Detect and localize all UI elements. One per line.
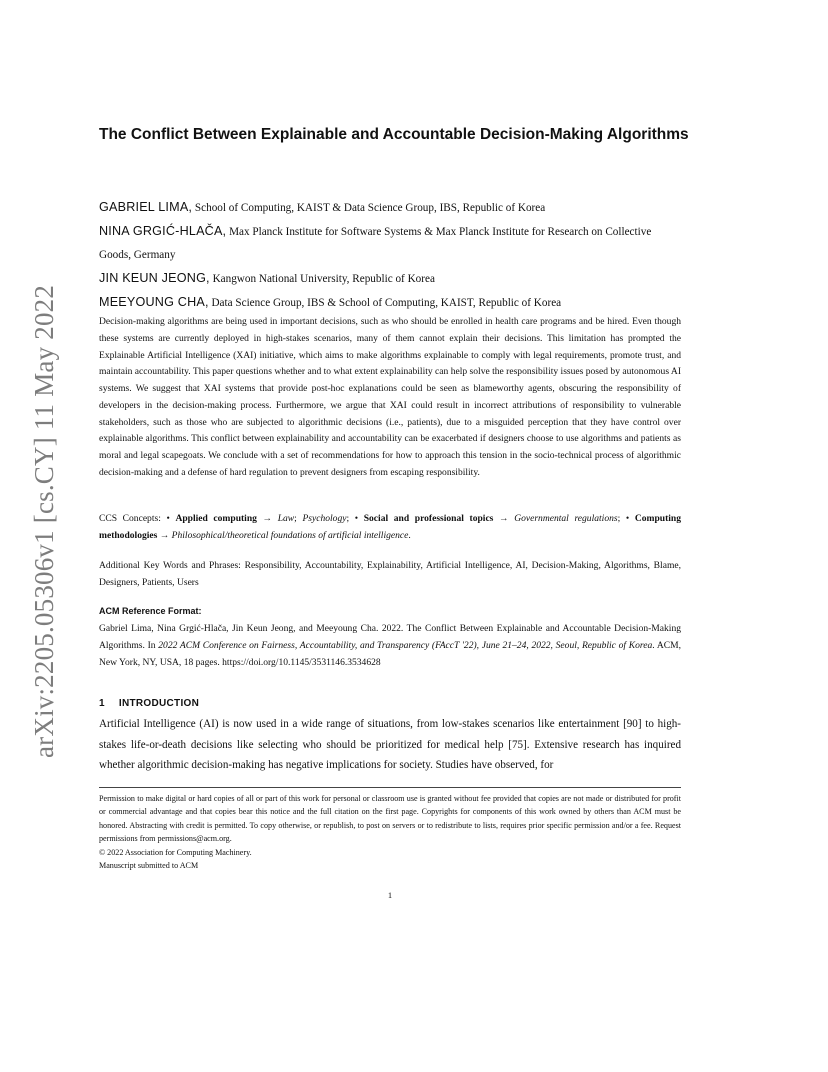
ccs-separator: ; <box>294 513 303 524</box>
section-title: INTRODUCTION <box>118 698 200 709</box>
author-entry <box>99 196 681 220</box>
section-number: 1 <box>99 698 105 709</box>
permission-notice: Permission to make digital or hard copies of all or part of this work for personal or classroom use is granted without fee provided that copies are not made or distributed for profit or commercial advantage and that copies bear this notice and the full citation on the first page. Copyrights for components of this work owned by others than ACM must be honored. Abstracting with credit is permitted. To copy otherwise, or republish, to post on servers or to redistribute to lists, requires prior specific permission and/or a fee. Request permissions from permissions@acm.org. <box>99 794 681 844</box>
author-name: JIN KEUN JEONG, <box>99 271 210 285</box>
ccs-subconcept: Philosophical/theoretical foundations of artificial intelligence <box>171 530 409 541</box>
author-affiliation: Data Science Group, IBS & School of Computing, KAIST, Republic of Korea <box>208 297 562 309</box>
ccs-subconcept: Governmental regulations <box>514 513 618 524</box>
ccs-arrow: → <box>493 513 515 524</box>
acm-reference-heading: ACM Reference Format: <box>99 606 202 616</box>
ccs-end: . <box>408 530 411 541</box>
ccs-arrow: → <box>256 513 278 524</box>
ccs-arrow: → <box>157 530 172 541</box>
arxiv-stamp-text: arXiv:2205.05306v1 [cs.CY] 11 May 2022 <box>29 284 59 758</box>
author-entry <box>99 267 681 291</box>
author-name: GABRIEL LIMA, <box>99 200 193 214</box>
introduction-text: Artificial Intelligence (AI) is now used in a wide range of situations, from low-stakes scenarios like entertainment [90] to high-stakes life-or-death decisions like selecting who should be prioritized for medical help [75]. Extensive research has inquired whether algorithmic decision-making has negative implications for society. Studies have observed, for <box>99 718 681 771</box>
author-list <box>99 196 681 315</box>
paper-title: The Conflict Between Explainable and Accountable Decision-Making Algorithms <box>99 126 689 143</box>
acm-reference-doi: . ACM, New York, NY, USA, 18 pages. https://doi.org/10.1145/3531146.3534628 <box>99 640 681 668</box>
author-affiliation: School of Computing, KAIST & Data Science Group, IBS, Republic of Korea <box>192 202 546 214</box>
copyright-notice: © 2022 Association for Computing Machinery. <box>99 847 252 857</box>
ccs-separator: ; • <box>346 513 364 524</box>
ccs-concepts <box>99 510 681 544</box>
author-affiliation: Max Planck Institute for Software Systems & Max Planck Institute for Research on Collective Goods, Germany <box>99 226 652 261</box>
abstract: Decision-making algorithms are being used in important decisions, such as who should be enrolled in health care programs and be hired. Even though these systems are currently deployed in high-stakes scenarios, many of them cannot explain their decisions. This limitation has prompted the Explainable Artificial Intelligence (XAI) initiative, which aims to make algorithms explainable to comply with legal requirements, promote trust, and maintain accountability. This paper questions whether and to what extent explainability can help solve the responsibility issues posed by autonomous AI systems. We suggest that XAI systems that provide post-hoc explanations could be seen as blameworthy agents, obscuring the responsibility of developers in the decision-making process. Furthermore, we argue that XAI could result in incorrect attributions of responsibility to vulnerable stakeholders, such as those who are subjected to algorithmic decisions (i.e., patients), due to a misguided perception that they have control over explainable algorithms. This conflict between explainability and accountability can be exacerbated if designers choose to use algorithms and patients as moral and legal scapegoats. We conclude with a set of recommendations for how to approach this tension in the socio-technical process of algorithmic decision-making and a defense of hard regulation to prevent designers from escaping responsibility. <box>99 316 681 478</box>
page-number: 1 <box>387 890 393 900</box>
ccs-prefix: CCS Concepts: • <box>99 513 176 524</box>
manuscript-notice: Manuscript submitted to ACM <box>99 861 199 871</box>
ccs-subconcept: Psychology <box>302 513 347 524</box>
author-entry <box>99 291 681 315</box>
ccs-concept: Social and professional topics <box>363 513 494 524</box>
arxiv-stamp <box>24 282 64 758</box>
ccs-concept: Applied computing <box>175 513 257 524</box>
author-entry <box>99 220 681 267</box>
ccs-subconcept: Law <box>277 513 295 524</box>
footnote <box>99 792 681 872</box>
section-heading <box>99 696 199 712</box>
acm-reference-venue: 2022 ACM Conference on Fairness, Accountability, and Transparency (FAccT '22), June 21–24, 2022, Seoul, Republic of Korea <box>158 640 653 651</box>
footnote-divider <box>99 787 681 788</box>
author-name: MEEYOUNG CHA, <box>99 295 209 309</box>
author-name: NINA GRGIĆ-HLAČA, <box>99 224 227 238</box>
author-affiliation: Kangwon National University, Republic of Korea <box>209 273 435 285</box>
keywords: Additional Key Words and Phrases: Responsibility, Accountability, Explainability, Artificial Intelligence, AI, Decision-Making, Algorithms, Blame, Designers, Patients, Users <box>99 560 681 588</box>
acm-reference-text: Gabriel Lima, Nina Grgić-Hlača, Jin Keun Jeong, and Meeyoung Cha. 2022. The Conflict Between Explainable and Accountable Decision-Making Algorithms. In <box>99 623 681 651</box>
acm-reference <box>99 620 681 671</box>
ccs-concept: Computing methodologies <box>99 513 681 541</box>
ccs-separator: ; • <box>617 513 635 524</box>
